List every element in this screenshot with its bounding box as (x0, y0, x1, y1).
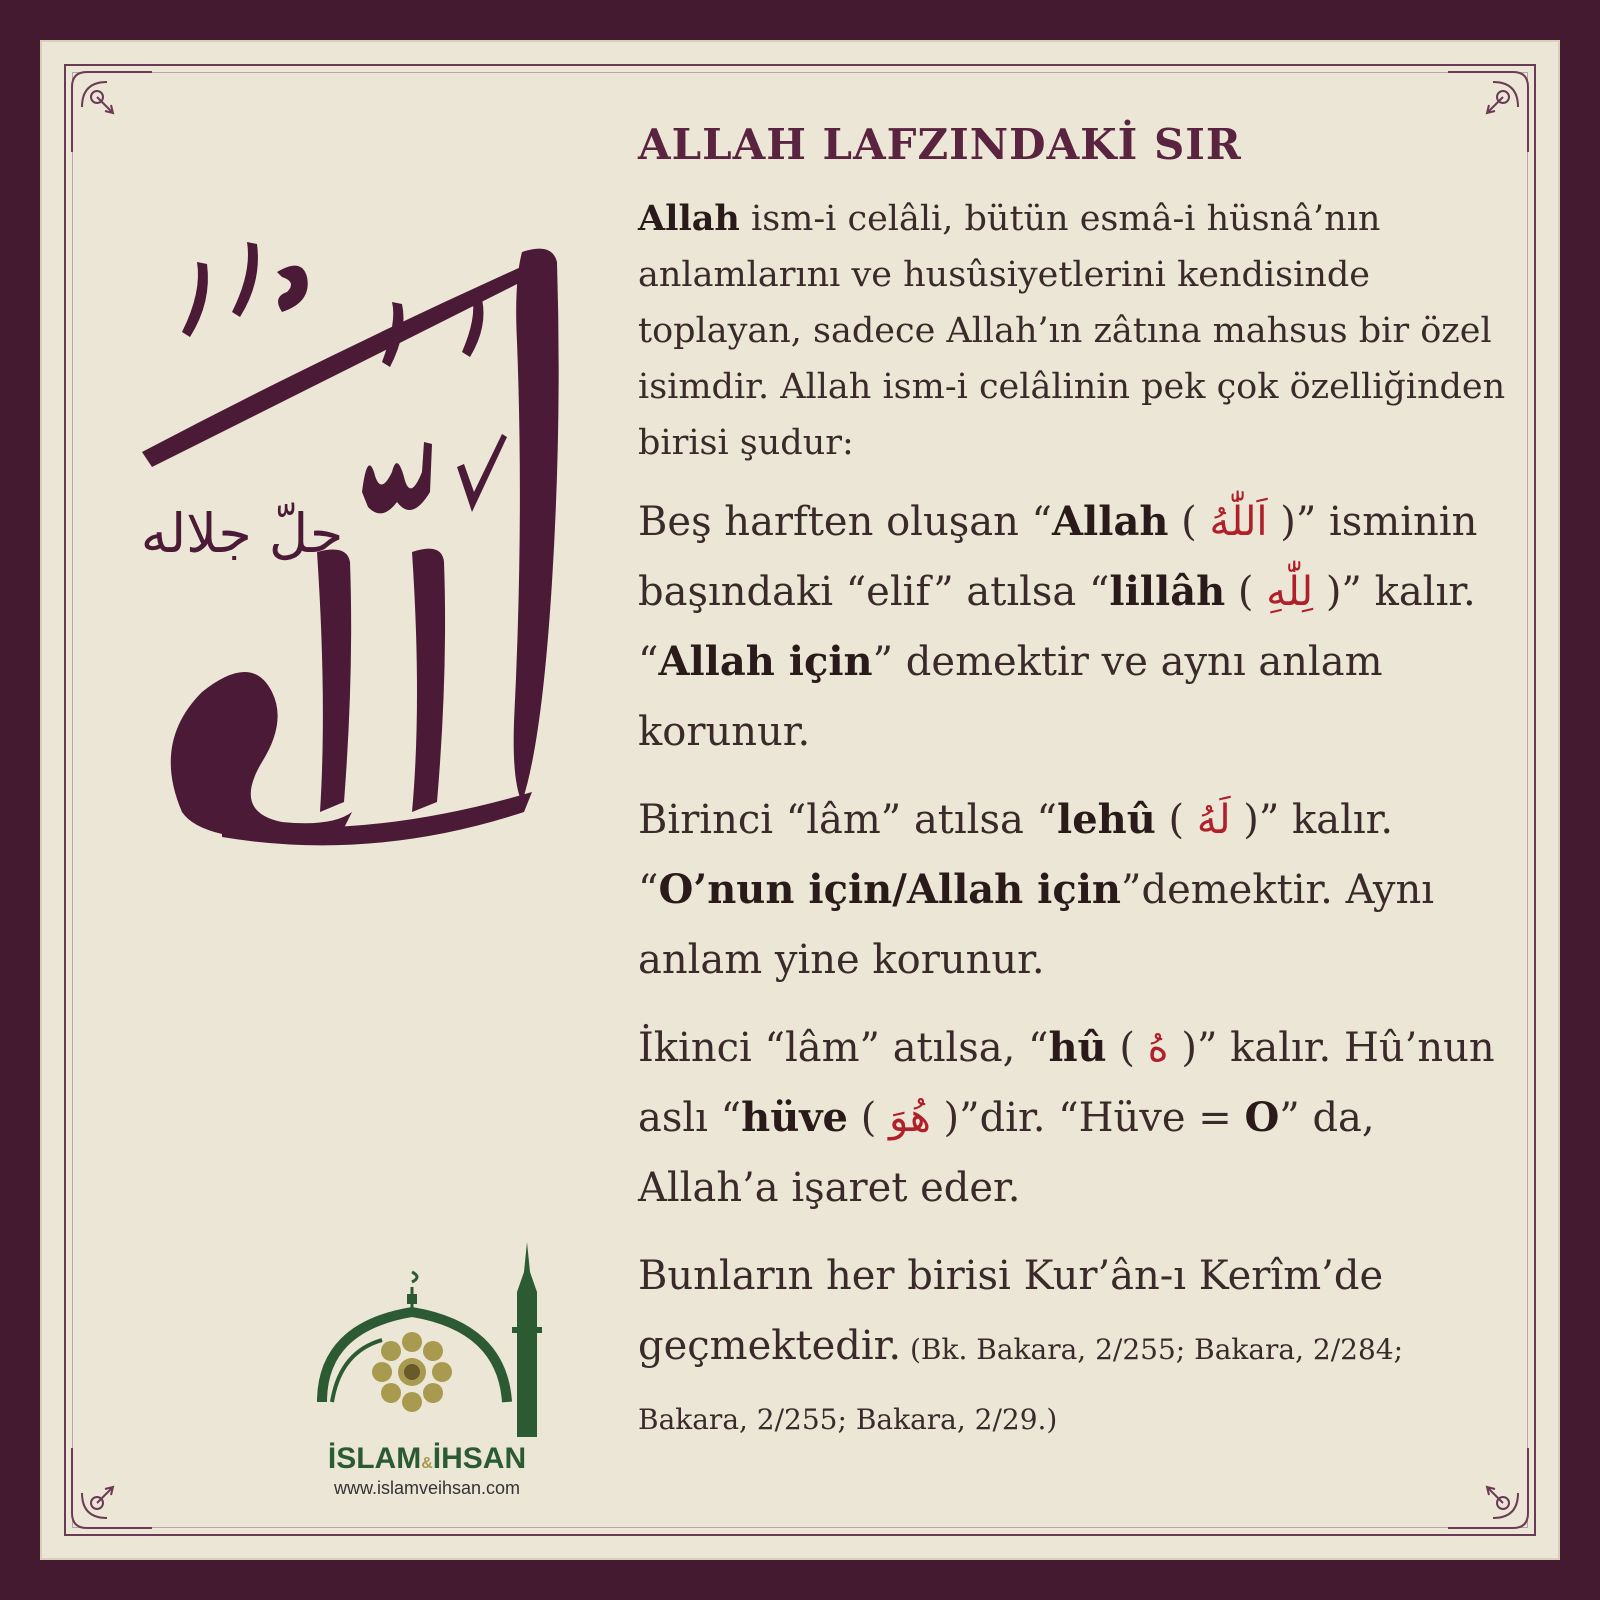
allah-calligraphy (112, 222, 612, 862)
p2-text: ( (1155, 797, 1197, 843)
p1-arabic-allah: اَللّٰهُ (1209, 499, 1268, 545)
p3-arabic-hu: هُ (1147, 1025, 1169, 1071)
intro-text: ism-i celâli, bütün esmâ-i hüsnâ’nın anlamlarını ve husûsiyetlerini kendisinde toplayan, sadece Allah’ın zâtına mahsus bir özel isimdir. Allah ism-i celâlinin pek çok özelliğinden birisi şudur: (638, 199, 1506, 463)
p2-arabic-lehu: لَهُ (1196, 797, 1231, 843)
paragraph-hu (638, 1013, 1518, 1223)
p2-bold-onun-icin: O’nun için/Allah için (658, 866, 1122, 913)
intro-bold: Allah (638, 198, 740, 239)
p4-text: Bunların her birisi Kur’ân-ı Kerîm’de geçmektedir. (638, 1253, 1384, 1369)
logo-name-part2: İHSAN (432, 1442, 527, 1475)
p2-text: )” kalır. “ (638, 797, 1394, 913)
p1-text: ( (1168, 499, 1210, 545)
p1-text: )” kalır. “ (638, 569, 1476, 685)
p1-bold-allah: Allah (1052, 498, 1169, 545)
card (40, 40, 1560, 1560)
p1-text: )” isminin başındaki “elif” atılsa “ (638, 499, 1478, 615)
article-content (638, 120, 1518, 1469)
corner-ornament-icon (67, 67, 157, 157)
p3-text: ( (847, 1095, 890, 1141)
logo-text (312, 1442, 542, 1499)
p3-text: ” da, Allah’a işaret eder. (638, 1095, 1375, 1211)
p3-bold-huve: hüve (741, 1094, 848, 1141)
p1-text: ( (1225, 569, 1267, 615)
p1-text: Beş harften oluşan “ (638, 499, 1053, 545)
p3-arabic-huve: هُوَ (889, 1095, 931, 1141)
p3-text: ( (1106, 1025, 1148, 1071)
p3-text: İkinci “lâm” atılsa, “ (638, 1025, 1049, 1071)
p2-bold-lehu: lehû (1057, 796, 1156, 843)
p1-arabic-lillah: لِلّٰهِ (1266, 569, 1314, 615)
p3-bold-hu: hû (1048, 1024, 1107, 1071)
svg-text:جلّ جلاله: جلّ جلاله (140, 502, 344, 565)
logo-name-part1: İSLAM (327, 1442, 422, 1475)
page-title: ALLAH LAFZINDAKİ SIR (638, 120, 1242, 169)
p1-bold-lillah: lillâh (1109, 568, 1226, 615)
corner-ornament-icon (67, 1443, 157, 1533)
p2-text: ”demektir. Aynı anlam yine korunur. (638, 867, 1435, 983)
p1-bold-allah-icin: Allah için (658, 638, 873, 685)
p4-reference: (Bk. Bakara, 2/255; Bakara, 2/284; Bakara, 2/255; Bakara, 2/29.) (638, 1333, 1404, 1436)
intro-paragraph (638, 191, 1518, 471)
logo-url[interactable]: www.islamveihsan.com (333, 1478, 521, 1498)
p3-text: )”dir. “Hüve = (930, 1095, 1245, 1141)
p3-text: )” kalır. Hû’nun aslı “ (638, 1025, 1495, 1141)
paragraph-allah (638, 487, 1518, 767)
p3-bold-o: O (1244, 1094, 1280, 1141)
p2-text: Birinci “lâm” atılsa “ (638, 797, 1058, 843)
paragraph-lehu (638, 785, 1518, 995)
logo-ampersand: & (421, 1455, 433, 1472)
logo-name (312, 1442, 542, 1476)
paragraph-quran (638, 1241, 1518, 1451)
p1-text: ” demektir ve aynı anlam korunur. (638, 639, 1383, 755)
